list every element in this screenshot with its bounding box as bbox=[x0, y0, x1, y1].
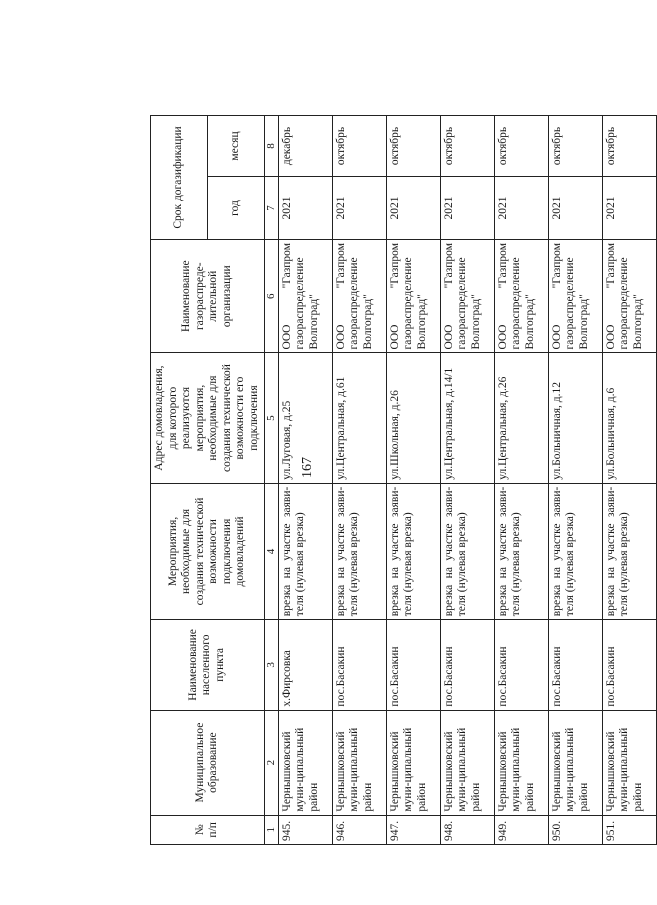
row-number: 949. bbox=[494, 815, 548, 844]
table-row bbox=[602, 116, 656, 845]
address-cell: ул.Центральная, д.26 bbox=[494, 353, 548, 483]
settlement-cell: пос.Басакин bbox=[332, 620, 386, 710]
header-year: год bbox=[207, 176, 264, 239]
year-cell: 2021 bbox=[494, 176, 548, 239]
row-number: 947. bbox=[386, 815, 440, 844]
index-cell: 3 bbox=[264, 620, 278, 710]
month-cell: октябрь bbox=[332, 116, 386, 177]
table-body bbox=[278, 116, 656, 845]
header-num: № п/п bbox=[151, 815, 265, 844]
measure-cell: врезка на участке заяви-теля (нулевая врезка) bbox=[548, 483, 602, 620]
index-cell: 5 bbox=[264, 353, 278, 483]
municipality-cell: Чернышковский муни-ципальный район bbox=[602, 710, 656, 815]
measure-cell: врезка на участке заяви-теля (нулевая врезка) bbox=[602, 483, 656, 620]
month-cell: октябрь bbox=[548, 116, 602, 177]
index-cell: 1 bbox=[264, 815, 278, 844]
month-cell: декабрь bbox=[278, 116, 332, 177]
row-number: 950. bbox=[548, 815, 602, 844]
month-cell: октябрь bbox=[602, 116, 656, 177]
settlement-cell: пос.Басакин bbox=[602, 620, 656, 710]
table-row bbox=[332, 116, 386, 845]
settlement-cell: пос.Басакин bbox=[494, 620, 548, 710]
page-number: 167 bbox=[300, 457, 315, 478]
organization-cell: ООО "Газпром газораспределение Волгоград" bbox=[602, 240, 656, 353]
header-measures: Мероприятия, необходимые для создания технической возможности подключения домовладений bbox=[151, 483, 265, 620]
municipality-cell: Чернышковский муни-ципальный район bbox=[332, 710, 386, 815]
organization-cell: ООО "Газпром газораспределение Волгоград" bbox=[332, 240, 386, 353]
row-number: 945. bbox=[278, 815, 332, 844]
year-cell: 2021 bbox=[278, 176, 332, 239]
header-month: месяц bbox=[207, 116, 264, 177]
address-cell: ул.Центральная, д.14/1 bbox=[440, 353, 494, 483]
header-row bbox=[151, 116, 208, 845]
settlement-cell: пос.Басакин bbox=[440, 620, 494, 710]
table-row bbox=[548, 116, 602, 845]
header-address: Адрес домовладения, для которого реализуются мероприятия, необходимые для создания технической возможности его подключения bbox=[151, 353, 265, 483]
year-cell: 2021 bbox=[440, 176, 494, 239]
settlement-cell: х.Фирсовка bbox=[278, 620, 332, 710]
row-number: 948. bbox=[440, 815, 494, 844]
settlement-cell: пос.Басакин bbox=[386, 620, 440, 710]
address-cell: ул.Больничная, д.12 bbox=[548, 353, 602, 483]
index-cell: 7 bbox=[264, 176, 278, 239]
year-cell: 2021 bbox=[548, 176, 602, 239]
index-cell: 4 bbox=[264, 483, 278, 620]
row-number: 946. bbox=[332, 815, 386, 844]
organization-cell: ООО "Газпром газораспределение Волгоград" bbox=[440, 240, 494, 353]
address-cell: ул.Луговая, д.25 bbox=[278, 353, 332, 483]
year-cell: 2021 bbox=[332, 176, 386, 239]
header-term: Срок догазификации bbox=[151, 116, 208, 240]
month-cell: октябрь bbox=[494, 116, 548, 177]
municipality-cell: Чернышковский муни-ципальный район bbox=[548, 710, 602, 815]
header-settlement: Наименование населенного пункта bbox=[151, 620, 265, 710]
measure-cell: врезка на участке заяви-теля (нулевая врезка) bbox=[278, 483, 332, 620]
table-row bbox=[494, 116, 548, 845]
index-cell: 8 bbox=[264, 116, 278, 177]
organization-cell: ООО "Газпром газораспределение Волгоград" bbox=[386, 240, 440, 353]
table-row bbox=[386, 116, 440, 845]
gasification-table bbox=[150, 115, 657, 845]
index-cell: 2 bbox=[264, 710, 278, 815]
month-cell: октябрь bbox=[440, 116, 494, 177]
year-cell: 2021 bbox=[602, 176, 656, 239]
row-number: 951. bbox=[602, 815, 656, 844]
municipality-cell: Чернышковский муни-ципальный район bbox=[494, 710, 548, 815]
rotated-table-container bbox=[150, 115, 644, 845]
address-cell: ул.Школьная, д.26 bbox=[386, 353, 440, 483]
address-cell: ул.Центральная, д.61 bbox=[332, 353, 386, 483]
header-municipality: Муниципальное образование bbox=[151, 710, 265, 815]
year-cell: 2021 bbox=[386, 176, 440, 239]
index-cell: 6 bbox=[264, 240, 278, 353]
address-cell: ул.Больничная, д.6 bbox=[602, 353, 656, 483]
table-row bbox=[278, 116, 332, 845]
header-organization: Наименование газораспреде-лительной организации bbox=[151, 240, 265, 353]
municipality-cell: Чернышковский муни-ципальный район bbox=[440, 710, 494, 815]
measure-cell: врезка на участке заяви-теля (нулевая врезка) bbox=[386, 483, 440, 620]
organization-cell: ООО "Газпром газораспределение Волгоград" bbox=[278, 240, 332, 353]
measure-cell: врезка на участке заяви-теля (нулевая врезка) bbox=[440, 483, 494, 620]
month-cell: октябрь bbox=[386, 116, 440, 177]
organization-cell: ООО "Газпром газораспределение Волгоград" bbox=[548, 240, 602, 353]
settlement-cell: пос.Басакин bbox=[548, 620, 602, 710]
organization-cell: ООО "Газпром газораспределение Волгоград" bbox=[494, 240, 548, 353]
municipality-cell: Чернышковский муни-ципальный район bbox=[386, 710, 440, 815]
municipality-cell: Чернышковский муни-ципальный район bbox=[278, 710, 332, 815]
column-index-row bbox=[264, 116, 278, 845]
measure-cell: врезка на участке заяви-теля (нулевая врезка) bbox=[494, 483, 548, 620]
table-row bbox=[440, 116, 494, 845]
measure-cell: врезка на участке заяви-теля (нулевая врезка) bbox=[332, 483, 386, 620]
